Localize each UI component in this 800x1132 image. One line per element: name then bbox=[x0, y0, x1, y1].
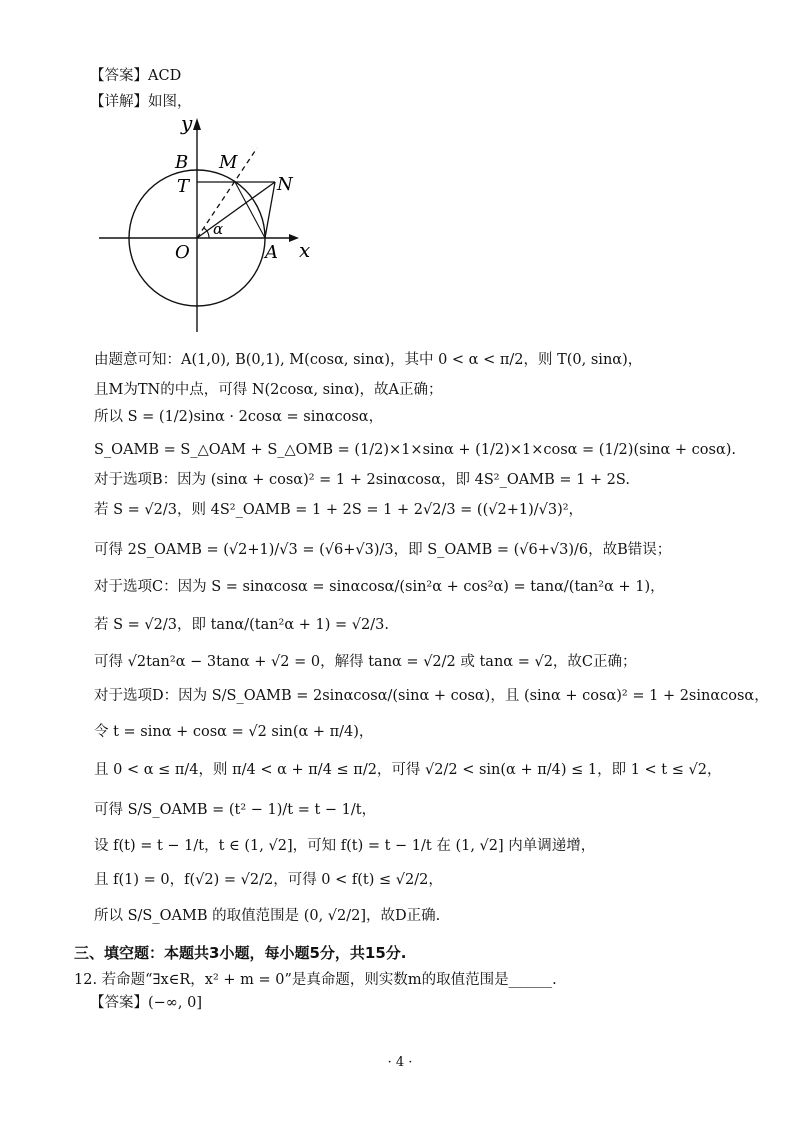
solution-line: 可得 2S_OAMB = (√2+1)/√3 = (√6+√3)/3，即 S_OAMB = (√6+√3)/6，故B错误； bbox=[94, 542, 672, 558]
solution-line: 令 t = sinα + cosα = √2 sin(α + π/4)， bbox=[94, 724, 374, 740]
explain-heading: 【详解】如图， bbox=[90, 94, 192, 110]
label-A: A bbox=[265, 242, 278, 263]
label-y: y bbox=[181, 111, 193, 135]
answer-12: 【答案】(−∞, 0] bbox=[90, 995, 202, 1011]
segment-MA bbox=[235, 182, 265, 238]
solution-line: 所以 S/S_OAMB 的取值范围是 (0, √2/2]，故D正确. bbox=[94, 908, 441, 924]
solution-line: 若 S = √2/3，则 4S²_OAMB = 1 + 2S = 1 + 2√2/3 = ((√2+1)/√3)²， bbox=[94, 502, 584, 518]
label-T: T bbox=[177, 176, 190, 197]
solution-line: S_OAMB = S_△OAM + S_△OMB = (1/2)×1×sinα + (1/2)×1×cosα = (1/2)(sinα + cosα). bbox=[94, 442, 737, 458]
label-B: B bbox=[175, 152, 189, 173]
solution-line: 且 0 < α ≤ π/4，则 π/4 < α + π/4 ≤ π/2，可得 √2/2 < sin(α + π/4) ≤ 1，即 1 < t ≤ √2， bbox=[94, 762, 722, 778]
solution-line: 且 f(1) = 0，f(√2) = √2/2，可得 0 < f(t) ≤ √2/2， bbox=[94, 872, 443, 888]
question-12: 12. 若命题“∃x∈R，x² + m = 0”是真命题，则实数m的取值范围是______. bbox=[74, 972, 557, 988]
label-x: x bbox=[299, 238, 311, 262]
solution-line: 若 S = √2/3，即 tanα/(tan²α + 1) = √2/3. bbox=[94, 617, 389, 633]
x-axis-arrow bbox=[289, 234, 299, 242]
solution-line: 可得 S/S_OAMB = (t² − 1)/t = t − 1/t， bbox=[94, 802, 377, 818]
solution-line: 可得 √2tan²α − 3tanα + √2 = 0，解得 tanα = √2/2 或 tanα = √2，故C正确； bbox=[94, 654, 637, 670]
solution-line: 对于选项B：因为 (sinα + cosα)² = 1 + 2sinαcosα，即 4S²_OAMB = 1 + 2S. bbox=[94, 472, 630, 488]
segment-ON bbox=[197, 182, 275, 238]
label-O: O bbox=[175, 242, 190, 263]
solution-line: 所以 S = (1/2)sinα · 2cosα = sinαcosα， bbox=[94, 409, 384, 425]
section-heading: 三、填空题：本题共3小题，每小题5分，共15分. bbox=[74, 944, 407, 962]
unit-circle-figure bbox=[95, 110, 325, 340]
solution-line: 且M为TN的中点，可得 N(2cosα, sinα)，故A正确； bbox=[94, 382, 443, 398]
label-alpha: α bbox=[213, 220, 224, 238]
solution-line: 设 f(t) = t − 1/t，t ∈ (1, √2]，可知 f(t) = t − 1/t 在 (1, √2] 内单调递增， bbox=[94, 838, 596, 854]
solution-line: 对于选项C：因为 S = sinαcosα = sinαcosα/(sin²α + cos²α) = tanα/(tan²α + 1)， bbox=[94, 579, 665, 595]
solution-line: 对于选项D：因为 S/S_OAMB = 2sinαcosα/(sinα + cosα)，且 (sinα + cosα)² = 1 + 2sinαcosα， bbox=[94, 688, 769, 704]
y-axis-arrow bbox=[193, 118, 201, 130]
label-N: N bbox=[277, 174, 293, 195]
label-M: M bbox=[219, 152, 238, 173]
segment-NA bbox=[265, 182, 275, 238]
page-number: · 4 · bbox=[387, 1055, 413, 1070]
solution-line: 由题意可知：A(1,0), B(0,1), M(cosα, sinα)，其中 0 < α < π/2，则 T(0, sinα)， bbox=[94, 352, 643, 368]
answer-line: 【答案】ACD bbox=[90, 68, 182, 84]
